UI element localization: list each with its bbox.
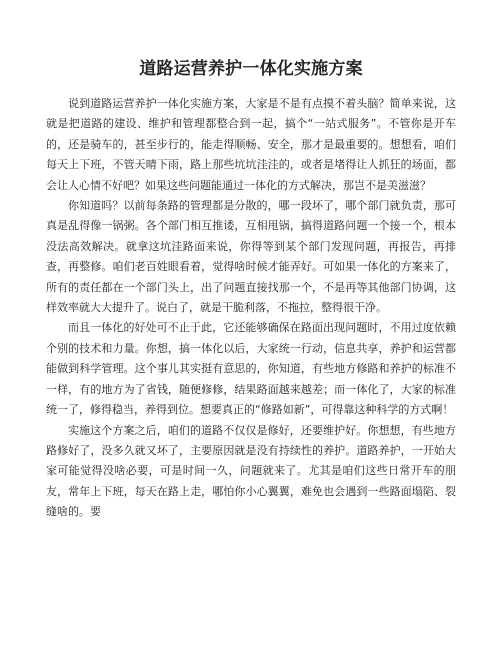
- paragraph-1: 说到道路运营养护一体化实施方案，大家是不是有点摸不着头脑？简单来说，这就是把道路的建设、维护和管理都整合到一起，搞个“一站式服务”。不管你是开车的，还是骑车的，甚至步行的，能走得顺畅、安全，那才是最重要的。想想看，咱们每天上下班，不管天晴下雨，路上那些坑坑洼洼的，或者是堵得让人抓狂的场面，都会让人心情不好吧？如果这些问题能通过一体化的方式解决，那岂不是美滋滋？: [46, 97, 456, 192]
- document-title: 道路运营养护一体化实施方案: [139, 59, 363, 79]
- paragraph-3: 而且一体化的好处可不止于此，它还能够确保在路面出现问题时，不用过度依赖个别的技术和力量。你想，搞一体化以后，大家统一行动，信息共享，养护和运营都能做到科学管理。这个事儿其实挺有意思的，你知道，有些地方修路和养护的标准不一样，有的地方为了省钱，随便修修，结果路面越来越差；而一体化了，大家的标准统一了，修得稳当，养得到位。想要真正的“修路如新”，可得靠这种科学的方式啊！: [46, 321, 456, 417]
- paragraph-4: 实施这个方案之后，咱们的道路不仅仅是修好，还要维护好。你想想，有些地方路修好了，没多久就又坏了，主要原因就是没有持续性的养护。道路养护，一开始大家可能觉得没啥必要，可是时间一久，问题就来了。尤其是咱们这些日常开车的朋友，常年上下班，每天在路上走，哪怕你小心翼翼，难免也会遇到一些路面塌陷、裂缝啥的。要: [46, 423, 456, 519]
- paragraph-2: 你知道吗？以前每条路的管理都是分散的，哪一段坏了，哪个部门就负责，那可真是乱得像一锅粥。各个部门相互推诿，互相甩锅，搞得道路问题一个接一个，根本没法高效解决。就拿这坑洼路面来说，你得等到某个部门发现问题，再报告，再排查，再整修。咱们老百姓眼看着，觉得啥时候才能弄好。可如果一体化的方案来了，所有的责任都在一个部门头上，出了问题直接找那一个，不是再等其他部门协调，这样效率就大大提升了。说白了，就是干脆利落，不拖拉，整得很干净。: [46, 199, 456, 315]
